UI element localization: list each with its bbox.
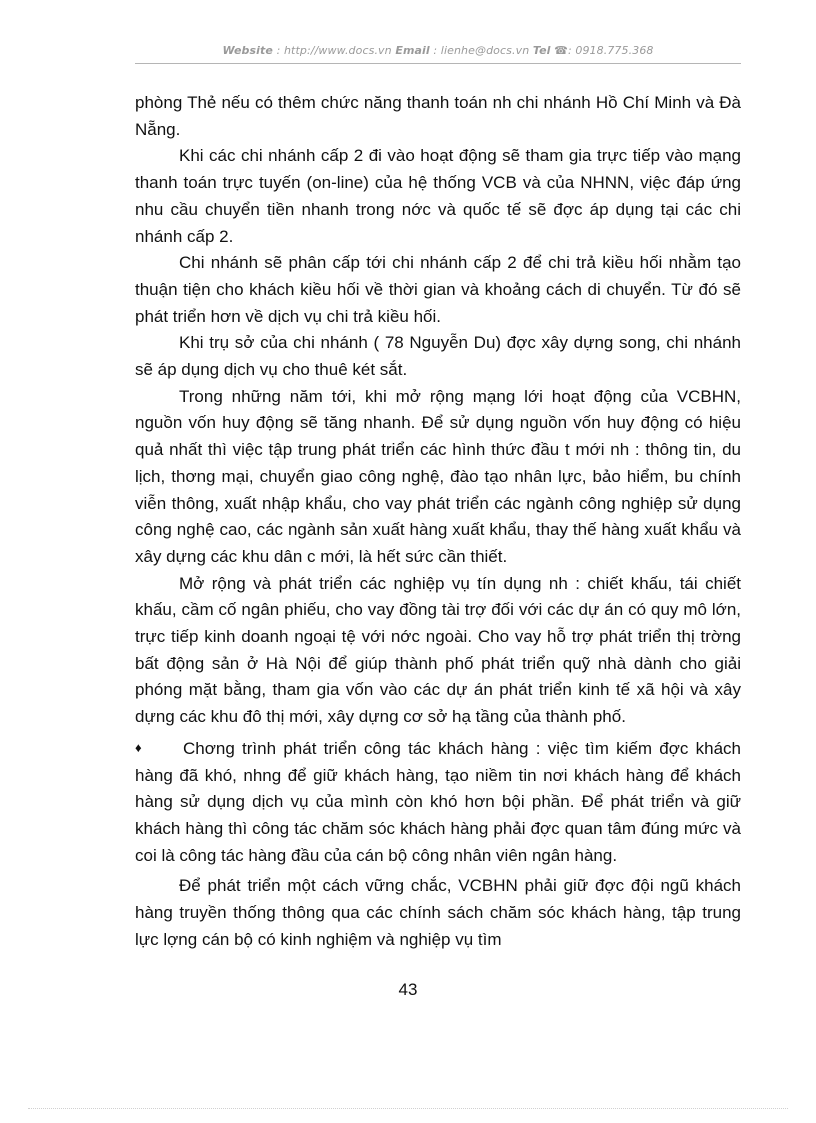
paragraph: Trong những năm tới, khi mở rộng mạng lới hoạt động của VCBHN, nguồn vốn huy động sẽ tăng nhanh. Để sử dụng nguồn vốn huy động có hiệu quả nhất thì việc tập trung phát triển các hình thức đầu t mới nh : thông tin, du lịch, thơng mại, chuyển giao công nghệ, đào tạo nhân lực, bảo hiểm, bu chính viễn thông, xuất nhập khẩu, cho vay phát triển các ngành công nghiệp sử dụng công nghệ cao, các ngành sản xuất hàng xuất khẩu, thay thế hàng xuất khẩu và xây dựng các khu dân c mới, là hết sức cần thiết. [135, 386, 741, 566]
page-header [135, 44, 741, 57]
paragraph: Khi trụ sở của chi nhánh ( 78 Nguyễn Du) đợc xây dựng song, chi nhánh sẽ áp dụng dịch vụ cho thuê két sắt. [135, 333, 741, 380]
paragraph: Mở rộng và phát triển các nghiệp vụ tín dụng nh : chiết khấu, tái chiết khấu, cầm cố ngân phiếu, cho vay đồng tài trợ đối với các dự án có quy mô lớn, trực tiếp kinh doanh ngoại tệ với nớc ngoài. Cho vay hỗ trợ phát triển thị trờng bất động sản ở Hà Nội để giúp thành phố phát triển quỹ nhà dành cho giải phóng mặt bằng, tham gia vốn vào các dự án phát triển kinh tế xã hội và xây dựng các khu đô thị mới, xây dựng cơ sở hạ tầng của thành phố. [135, 573, 741, 727]
bullet-text: Chơng trình phát triển công tác khách hàng : việc tìm kiếm đợc khách hàng đã khó, nhng để giữ khách hàng, tạo niềm tin nơi khách hàng để khách hàng sử dụng dịch vụ của mình còn khó hơn bội phần. Để phát triển và giữ khách hàng thì công tác chăm sóc khách hàng phải đợc quan tâm đúng mức và coi là công tác hàng đầu của cán bộ công nhân viên ngân hàng. [135, 738, 741, 865]
tel-label: Tel [532, 44, 551, 57]
phone-icon: ☎ [554, 44, 568, 57]
paragraph: Khi các chi nhánh cấp 2 đi vào hoạt động sẽ tham gia trực tiếp vào mạng thanh toán trực tuyến (on-line) của hệ thống VCB và của NHNN, việc đáp ứng nhu cầu chuyển tiền nhanh trong nớc và quốc tế sẽ đợc áp dụng tại các chi nhánh cấp 2. [135, 146, 741, 246]
page-number: 43 [398, 980, 418, 999]
diamond-bullet-icon: ♦ [135, 739, 142, 755]
tel-value: : 0918.775.368 [567, 44, 654, 57]
paragraph: Chi nhánh sẽ phân cấp tới chi nhánh cấp 2 để chi trả kiều hối nhằm tạo thuận tiện cho khách kiều hối về thời gian và khoảng cách di chuyển. Từ đó sẽ phát triển hơn về dịch vụ chi trả kiều hối. [135, 253, 741, 326]
header-divider [135, 63, 741, 64]
document-body [135, 90, 741, 954]
website-value: : http://www.docs.vn [276, 44, 392, 57]
email-label: Email [395, 44, 430, 57]
paragraph: phòng Thẻ nếu có thêm chức năng thanh toán nh chi nhánh Hồ Chí Minh và Đà Nẵng. [135, 93, 741, 139]
bullet-paragraph [135, 735, 741, 870]
footer-divider [28, 1108, 788, 1109]
email-value: : lienhe@docs.vn [433, 44, 530, 57]
paragraph: Để phát triển một cách vững chắc, VCBHN phải giữ đợc đội ngũ khách hàng truyền thống thông qua các chính sách chăm sóc khách hàng, tập trung lực lợng cán bộ có kinh nghiệm và nghiệp vụ tìm [135, 876, 741, 949]
website-label: Website [222, 44, 273, 57]
